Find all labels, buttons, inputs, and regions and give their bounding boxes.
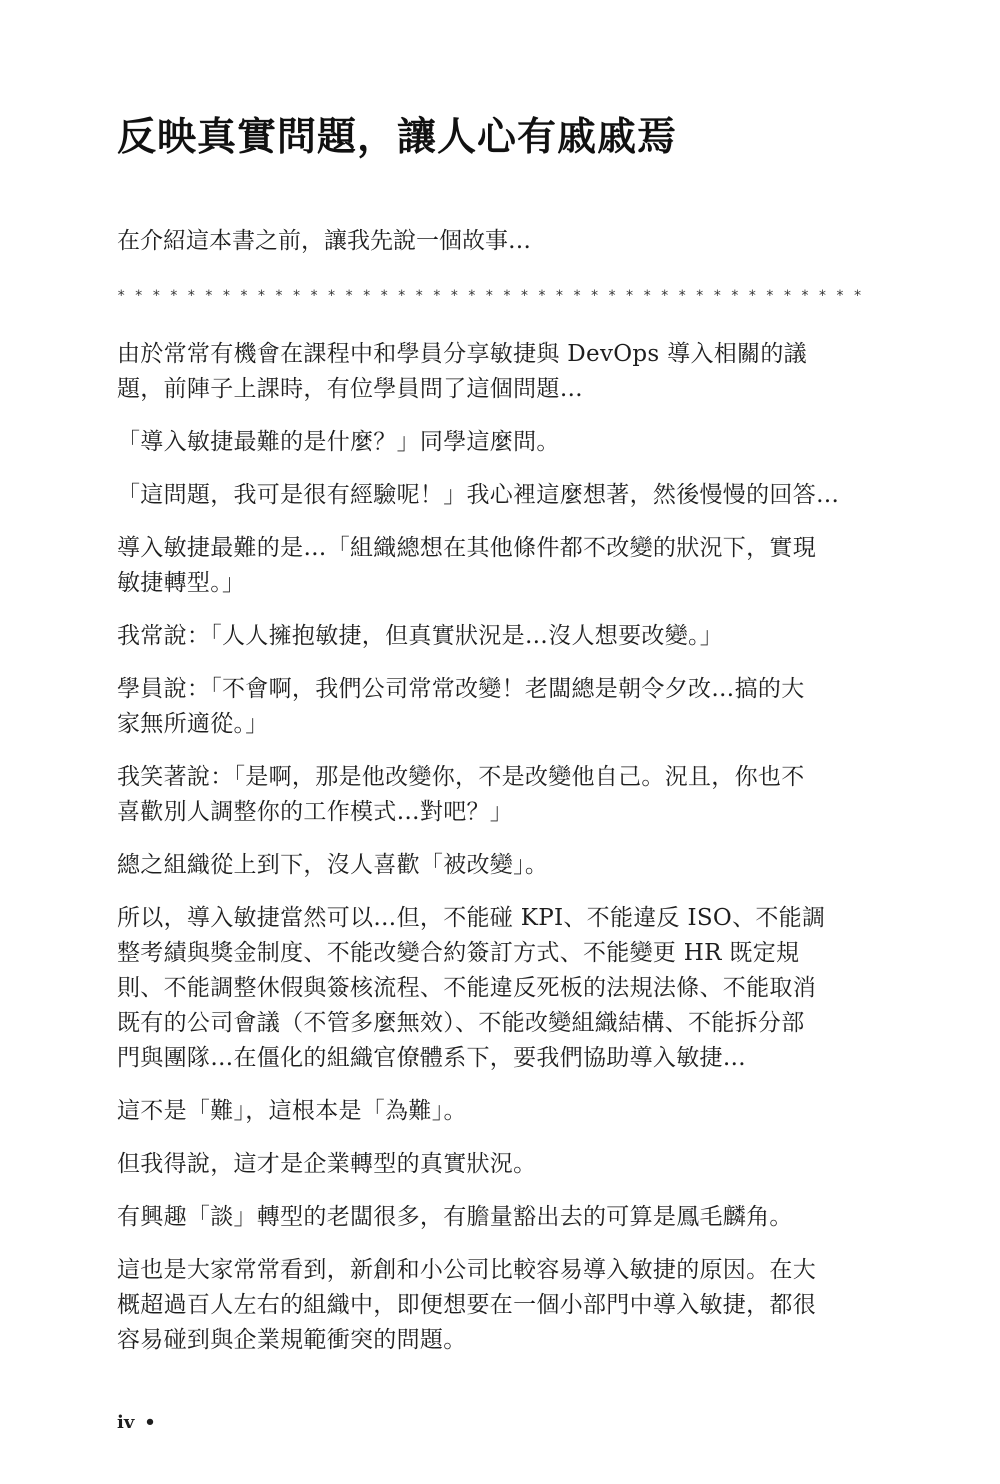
paragraph-line: 這不是「難」，這根本是「為難」。: [117, 1098, 467, 1124]
paragraph: [117, 619, 859, 654]
paragraph: [117, 425, 859, 460]
paragraph: [117, 1200, 859, 1235]
divider-asterisk: *: [800, 288, 810, 304]
paragraph-line: 則、不能調整休假與簽核流程、不能違反死板的法規法條、不能取消: [117, 975, 816, 1001]
paragraph-line: 「這問題，我可是很有經驗呢！」我心裡這麼想著，然後慢慢的回答…: [117, 482, 840, 508]
divider-asterisk: *: [625, 288, 634, 304]
divider-asterisk: *: [520, 288, 529, 304]
divider-asterisk: *: [642, 288, 652, 304]
paragraph-line: 有興趣「談」轉型的老闆很多，有膽量豁出去的可算是鳳毛麟角。: [117, 1204, 793, 1230]
divider-asterisk: *: [502, 288, 512, 304]
divider-asterisk: *: [713, 288, 722, 304]
paragraph-line: 整考績與獎金制度、不能改變合約簽訂方式、不能變更 HR 既定規: [117, 940, 800, 966]
divider-asterisk: *: [450, 288, 459, 304]
divider-asterisk: *: [152, 288, 161, 304]
divider-asterisk: *: [835, 288, 845, 304]
divider-asterisk: *: [169, 288, 179, 304]
intro-text: 在介紹這本書之前，讓我先說一個故事…: [117, 228, 531, 254]
paragraph: [117, 1147, 859, 1182]
divider-asterisk: *: [853, 288, 862, 304]
divider-asterisk: *: [695, 288, 704, 304]
paragraph-line: 由於常常有機會在課程中和學員分享敏捷與 DevOps 導入相關的議: [117, 341, 807, 367]
paragraph-line: 敏捷轉型。」: [117, 570, 246, 596]
divider-asterisk: *: [415, 288, 424, 304]
paragraph: [117, 478, 859, 513]
paragraph: [117, 337, 859, 407]
paragraph-line: 總之組織從上到下，沒人喜歡「被改變」。: [117, 852, 549, 878]
divider-asterisk: *: [187, 288, 196, 304]
divider-asterisk: *: [555, 288, 564, 304]
paragraph: [117, 672, 859, 742]
paragraph-line: 導入敏捷最難的是…「組織總想在其他條件都不改變的狀況下，實現: [117, 535, 816, 561]
divider-asterisk: *: [432, 288, 441, 304]
footer-bullet: •: [144, 1412, 156, 1433]
paragraph-line: 我常說：「人人擁抱敏捷，但真實狀況是…沒人想要改變。」: [117, 623, 724, 649]
page-footer: [117, 1411, 156, 1435]
divider-asterisk: *: [818, 288, 827, 304]
divider-asterisk: *: [204, 288, 214, 304]
paragraph-line: 「導入敏捷最難的是什麼？」同學這麼問。: [117, 429, 560, 455]
paragraph-line: 家無所適從。」: [117, 711, 269, 737]
paragraph-line: 既有的公司會議（不管多麼無效）、不能改變組織結構、不能拆分部: [117, 1010, 805, 1036]
asterisk-divider: [117, 286, 862, 306]
divider-asterisk: *: [222, 288, 231, 304]
divider-asterisk: *: [379, 288, 389, 304]
paragraph-line: 學員說：「不會啊，我們公司常常改變！老闆總是朝令夕改…搞的大: [117, 676, 805, 702]
page-title: 反映真實問題，讓人心有戚戚焉: [117, 115, 678, 160]
divider-asterisk: *: [257, 288, 266, 304]
paragraph: [117, 531, 859, 601]
divider-asterisk: *: [572, 288, 582, 304]
divider-asterisk: *: [134, 288, 143, 304]
divider-asterisk: *: [327, 288, 336, 304]
divider-asterisk: *: [485, 288, 494, 304]
divider-asterisk: *: [292, 288, 301, 304]
divider-asterisk: *: [678, 288, 687, 304]
paragraph-line: 這也是大家常常看到，新創和小公司比較容易導入敏捷的原因。在大: [117, 1257, 816, 1283]
divider-asterisk: *: [783, 288, 792, 304]
paragraph-line: 概超過百人左右的組織中，即便想要在一個小部門中導入敏捷，都很: [117, 1292, 816, 1318]
divider-asterisk: *: [397, 288, 406, 304]
paragraph: [117, 848, 859, 883]
paragraph: [117, 901, 859, 1076]
paragraph: [117, 1253, 859, 1358]
paragraph-line: 但我得說，這才是企業轉型的真實狀況。: [117, 1151, 537, 1177]
divider-asterisk: *: [748, 288, 757, 304]
divider-asterisk: *: [537, 288, 547, 304]
divider-asterisk: *: [239, 288, 249, 304]
divider-asterisk: *: [765, 288, 775, 304]
page-number: iv: [117, 1412, 135, 1433]
paragraph-line: 容易碰到與企業規範衝突的問題。: [117, 1327, 467, 1353]
body-text: [117, 337, 859, 1376]
paragraph-line: 所以，導入敏捷當然可以…但，不能碰 KPI、不能違反 ISO、不能調: [117, 905, 826, 931]
divider-asterisk: *: [274, 288, 284, 304]
divider-asterisk: *: [660, 288, 669, 304]
divider-asterisk: *: [344, 288, 354, 304]
paragraph-line: 題，前陣子上課時，有位學員問了這個問題…: [117, 376, 583, 402]
paragraph-line: 我笑著說：「是啊，那是他改變你，不是改變他自己。況且，你也不: [117, 764, 805, 790]
divider-asterisk: *: [607, 288, 617, 304]
paragraph-line: 門與團隊…在僵化的組織官僚體系下，要我們協助導入敏捷…: [117, 1045, 747, 1071]
paragraph-line: 喜歡別人調整你的工作模式…對吧？」: [117, 799, 514, 825]
divider-asterisk: *: [730, 288, 740, 304]
paragraph: [117, 760, 859, 830]
divider-asterisk: *: [309, 288, 319, 304]
divider-asterisk: *: [362, 288, 371, 304]
divider-asterisk: *: [590, 288, 599, 304]
divider-asterisk: *: [117, 288, 126, 304]
paragraph: [117, 1094, 859, 1129]
divider-asterisk: *: [467, 288, 477, 304]
